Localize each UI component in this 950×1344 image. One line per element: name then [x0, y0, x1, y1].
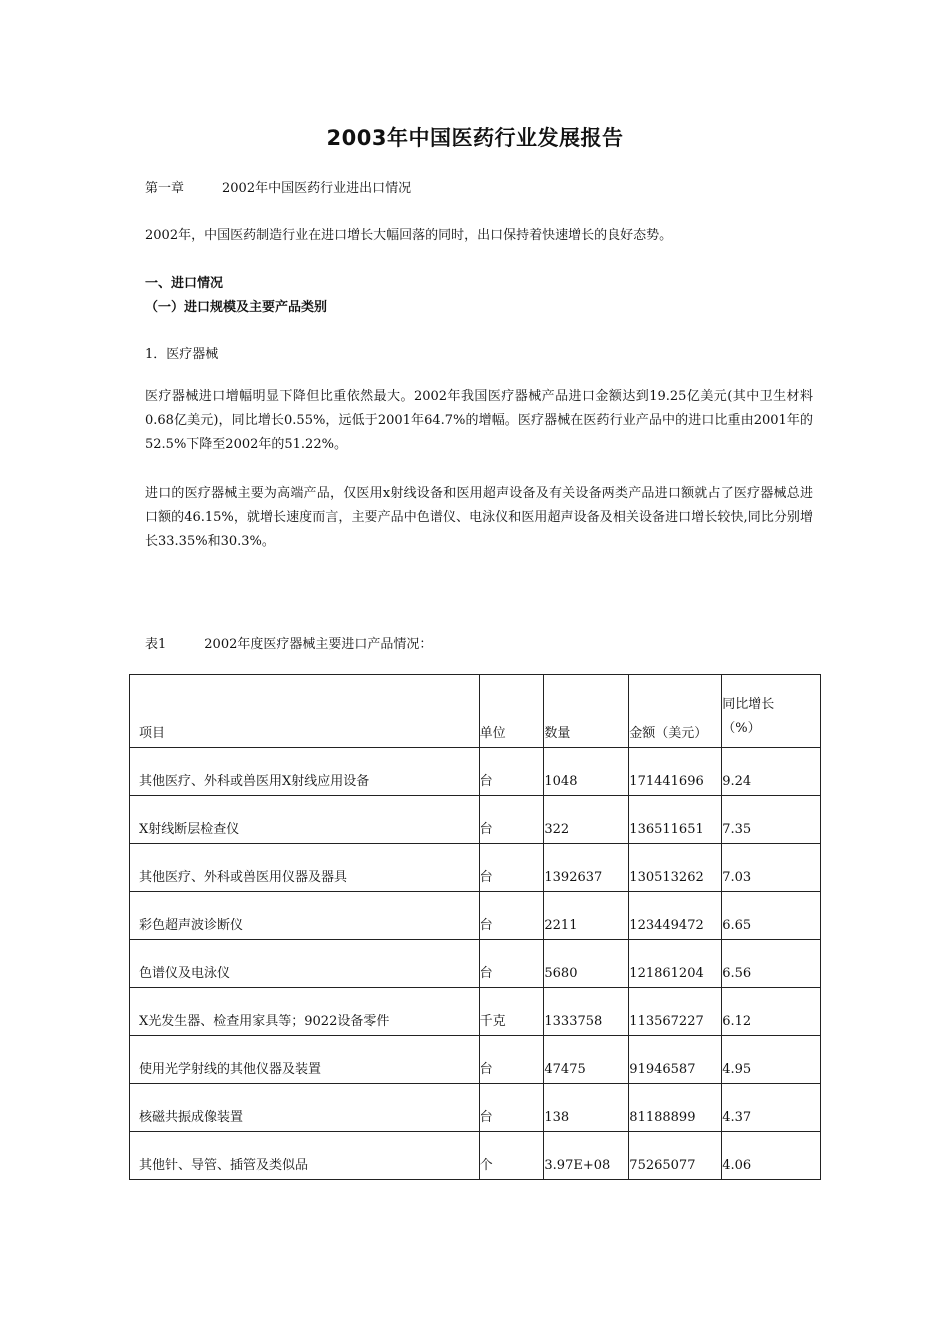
table-header-row [130, 675, 821, 748]
cell-unit: 台 [479, 748, 544, 796]
cell-quantity: 2211 [544, 892, 629, 940]
cell-growth: 9.24 [722, 748, 821, 796]
cell-growth: 7.35 [722, 796, 821, 844]
document-title: 2003年中国医药行业发展报告 [326, 126, 624, 150]
table-row [130, 988, 821, 1036]
header-item: 项目 [130, 675, 480, 748]
header-amount: 金额（美元） [629, 675, 722, 748]
cell-amount: 91946587 [629, 1036, 722, 1084]
intro-paragraph: 2002年，中国医药制造行业在进口增长大幅回落的同时，出口保持着快速增长的良好态势。 [145, 228, 673, 243]
cell-item: 其他医疗、外科或兽医用X射线应用设备 [130, 748, 480, 796]
header-growth [722, 675, 821, 748]
cell-item: 其他针、导管、插管及类似品 [130, 1132, 480, 1180]
cell-growth: 6.12 [722, 988, 821, 1036]
cell-growth: 4.95 [722, 1036, 821, 1084]
cell-unit: 台 [479, 892, 544, 940]
cell-quantity: 47475 [544, 1036, 629, 1084]
table-row [130, 892, 821, 940]
cell-item: 使用光学射线的其他仪器及装置 [130, 1036, 480, 1084]
cell-unit: 千克 [479, 988, 544, 1036]
paragraph-high-end-products: 进口的医疗器械主要为高端产品，仅医用x射线设备和医用超声设备及有关设备两类产品进口额就占了医疗器械总进口额的46.15%，就增长速度而言，主要产品中色谱仪、电泳仪和医用超声设备及相关设备进口增长较快,同比分别增长33.35%和30.3%。 [145, 486, 813, 549]
chapter-heading [145, 177, 411, 196]
cell-growth: 6.56 [722, 940, 821, 988]
cell-amount: 136511651 [629, 796, 722, 844]
section-heading-import: 一、进口情况 [145, 276, 224, 291]
table-row [130, 1036, 821, 1084]
cell-unit: 台 [479, 1036, 544, 1084]
header-unit: 单位 [479, 675, 544, 748]
cell-quantity: 1392637 [544, 844, 629, 892]
header-growth-line1: 同比增长 [722, 697, 775, 712]
cell-item: 色谱仪及电泳仪 [130, 940, 480, 988]
cell-growth: 7.03 [722, 844, 821, 892]
table-row [130, 1084, 821, 1132]
cell-quantity: 138 [544, 1084, 629, 1132]
cell-quantity: 3.97E+08 [544, 1132, 629, 1180]
cell-growth: 4.37 [722, 1084, 821, 1132]
table-caption-label: 表1 [145, 637, 167, 652]
cell-quantity: 322 [544, 796, 629, 844]
cell-item: 其他医疗、外科或兽医用仪器及器具 [130, 844, 480, 892]
cell-unit: 台 [479, 796, 544, 844]
table-caption [145, 633, 432, 652]
table-row [130, 940, 821, 988]
cell-amount: 75265077 [629, 1132, 722, 1180]
header-growth-line2: （%） [722, 721, 761, 736]
cell-amount: 171441696 [629, 748, 722, 796]
cell-growth: 6.65 [722, 892, 821, 940]
cell-unit: 台 [479, 1084, 544, 1132]
cell-quantity: 1333758 [544, 988, 629, 1036]
paragraph-device-import-share: 医疗器械进口增幅明显下降但比重依然最大。2002年我国医疗器械产品进口金额达到19.25亿美元(其中卫生材料0.68亿美元)，同比增长0.55%，远低于2001年64.7%的增幅。医疗器械在医药行业产品中的进口比重由2001年的52.5%下降至2002年的51.22%。 [145, 389, 814, 452]
header-quantity: 数量 [544, 675, 629, 748]
item-heading-medical-devices: 1．医疗器械 [145, 347, 219, 362]
cell-quantity: 1048 [544, 748, 629, 796]
table-row [130, 844, 821, 892]
chapter-label: 第一章 [145, 181, 185, 196]
table-row [130, 796, 821, 844]
cell-item: X射线断层检查仪 [130, 796, 480, 844]
cell-item: 核磁共振成像装置 [130, 1084, 480, 1132]
chapter-title: 2002年中国医药行业进出口情况 [222, 181, 412, 196]
cell-item: 彩色超声波诊断仪 [130, 892, 480, 940]
import-products-table [129, 674, 821, 1180]
cell-amount: 130513262 [629, 844, 722, 892]
cell-amount: 123449472 [629, 892, 722, 940]
table-row [130, 1132, 821, 1180]
cell-unit: 个 [479, 1132, 544, 1180]
cell-unit: 台 [479, 844, 544, 892]
cell-item: X光发生器、检查用家具等；9022设备零件 [130, 988, 480, 1036]
cell-growth: 4.06 [722, 1132, 821, 1180]
cell-amount: 81188899 [629, 1084, 722, 1132]
cell-unit: 台 [479, 940, 544, 988]
table-row [130, 748, 821, 796]
table-caption-text: 2002年度医疗器械主要进口产品情况： [204, 637, 433, 652]
cell-amount: 121861204 [629, 940, 722, 988]
subsection-heading-import-scale: （一）进口规模及主要产品类别 [145, 300, 328, 315]
cell-amount: 113567227 [629, 988, 722, 1036]
cell-quantity: 5680 [544, 940, 629, 988]
